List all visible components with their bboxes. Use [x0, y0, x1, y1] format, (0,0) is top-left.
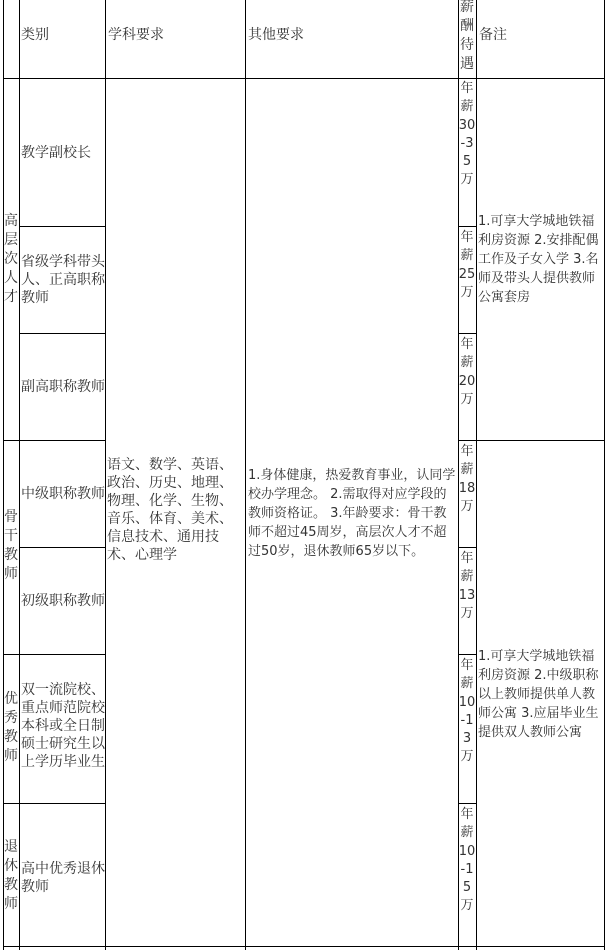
header-notes: 备注 — [479, 27, 507, 43]
grid-line — [19, 333, 106, 334]
table-row-salary: 年薪30-35万 — [458, 81, 476, 188]
notes-cell: 1.可享大学城地铁福利房资源 2.中级职称以上教师提供单人教师公寓 3.应届毕业生提供双人教师公寓 — [478, 649, 599, 740]
table-row-category: 副高职称教师 — [21, 379, 105, 395]
table-row-salary: 年薪13万 — [458, 551, 476, 621]
header-other-requirements: 其他要求 — [248, 27, 304, 43]
grid-line — [3, 440, 106, 441]
grid-line — [3, 654, 106, 655]
grid-line — [458, 803, 477, 804]
grid-line — [458, 226, 477, 227]
table-row-salary: 年薪10-13万 — [458, 658, 476, 765]
grid-line — [19, 0, 20, 950]
notes-cell: 1.可享大学城地铁福利房资源 2.安排配偶工作及子女入学 3.名师及带头人提供教师公寓套房 — [478, 214, 599, 305]
table-row-category: 高中优秀退休教师 — [21, 861, 105, 895]
header-category: 类别 — [21, 27, 49, 43]
table-row-category: 中级职称教师 — [21, 486, 105, 502]
group-label: 优秀教师 — [4, 691, 18, 764]
grid-line — [3, 803, 106, 804]
table-row-salary: 年薪25万 — [458, 230, 476, 300]
grid-line — [105, 0, 106, 950]
grid-line — [19, 547, 106, 548]
grid-line — [476, 0, 477, 950]
grid-line — [3, 78, 605, 79]
grid-line — [3, 0, 4, 950]
group-label: 退休教师 — [4, 839, 18, 912]
table-row-category: 双一流院校、重点师范院校本科或全日制硕士研究生以上学历毕业生 — [21, 682, 105, 770]
subject-requirements-cell: 语文、数学、英语、政治、历史、地理、物理、化学、生物、音乐、体育、美术、信息技术、通用技术、心理学 — [107, 457, 233, 563]
table-row-category: 教学副校长 — [21, 145, 91, 161]
grid-line — [458, 547, 477, 548]
header-subject-requirements: 学科要求 — [108, 27, 164, 43]
table-row-salary: 年薪18万 — [458, 444, 476, 514]
group-label: 高层次人才 — [4, 213, 18, 305]
table-row-salary: 年薪10-15万 — [458, 807, 476, 914]
grid-line — [19, 226, 106, 227]
grid-line — [458, 440, 605, 441]
grid-line — [458, 333, 477, 334]
other-requirements-cell: 1.身体健康，热爱教育事业，认同学校办学理念。 2.需取得对应学段的教师资格证。 3.年龄要求：骨干教师不超过45周岁，高层次人才不超过50岁，退休教师65岁以下。 — [248, 468, 456, 559]
group-label: 骨干教师 — [4, 509, 18, 582]
grid-line — [3, 946, 605, 947]
grid-line — [245, 0, 246, 950]
header-salary: 薪酬待遇 — [460, 0, 474, 72]
grid-line — [604, 0, 605, 950]
table-row-category: 省级学科带头人、正高职称教师 — [21, 254, 105, 306]
table-row-salary: 年薪20万 — [458, 337, 476, 407]
grid-line — [458, 654, 477, 655]
table-row-category: 初级职称教师 — [21, 593, 105, 609]
